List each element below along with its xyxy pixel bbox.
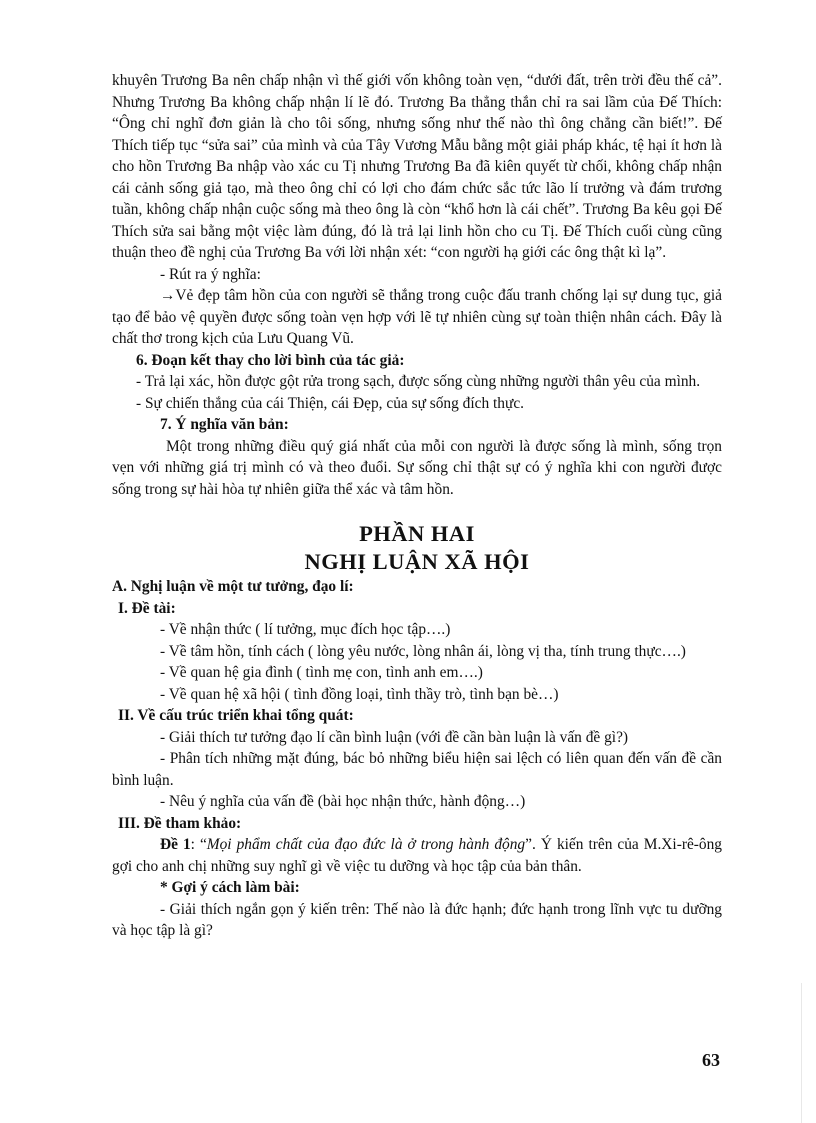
topic-item: - Về quan hệ xã hội ( tình đồng loại, tình thầy trò, tình bạn bè…) (160, 685, 559, 703)
hint-paragraph: - Giải thích ngắn gọn ý kiến trên: Thế nào là đức hạnh; đức hạnh trong lĩnh vực tu dưỡng và học tập là gì? (112, 900, 722, 939)
prompt-label: Đề 1 (160, 836, 191, 853)
page-number: 63 (702, 1050, 720, 1070)
section-7-heading: 7. Ý nghĩa văn bản: (160, 416, 289, 433)
part-title: PHẦN HAI (359, 521, 475, 546)
topic-item: - Về nhận thức ( lí tưởng, mục đích học tập….) (160, 621, 451, 638)
reference-heading: III. Đề tham khảo: (118, 814, 242, 832)
topics-heading: I. Đề tài: (118, 599, 176, 617)
structure-item: - Phân tích những mặt đúng, bác bỏ những biểu hiện sai lệch có liên quan đến vấn đề cần bình luận. (112, 750, 722, 789)
section-a-heading: A. Nghị luận về một tư tưởng, đạo lí: (112, 578, 354, 595)
section-6-item: - Sự chiến thắng của cái Thiện, cái Đẹp, của sự sống đích thực. (136, 394, 525, 412)
prompt-rest: ”. Ý kiến trên của M.Xi-rê-ông gợi cho anh chị những suy nghĩ gì về việc tu dưỡng và học tập của bản thân. (112, 836, 722, 875)
prompt-lead: : “ (190, 836, 207, 853)
topic-item: - Về tâm hồn, tính cách ( lòng yêu nước, lòng nhân ái, lòng vị tha, tính trung thực….) (160, 642, 686, 660)
page-body (112, 70, 722, 942)
part-subtitle: NGHỊ LUẬN XÃ HỘI (304, 549, 530, 574)
continuation-paragraph: khuyên Trương Ba nên chấp nhận vì thế giới vốn không toàn vẹn, “dưới đất, trên trời đều thế cả”. Nhưng Trương Ba không chấp nhận lí lẽ đó. Trương Ba thẳng thắn chỉ ra sai lầm của Đế Thích: “Ông chỉ nghĩ đơn giản là cho tôi sống, nhưng sống như thế nào thì ông chẳng cần biết!”. Đế Thích tiếp tục “sửa sai” của mình và của Tây Vương Mẫu bằng một giải pháp khác, tệ hại ít hơn là cho hồn Trương Ba nhập vào xác cu Tị nhưng Trương Ba đã kiên quyết từ chối, không chấp nhận cái cảnh sống giả tạo, mà theo ông chỉ có lợi cho đám chức sắc tức lão lí trưởng và đám trương tuần, không chấp nhận cuộc sống mà theo ông là còn “khổ hơn là cái chết”. Trương Ba kêu gọi Đế Thích sửa sai bằng một việc làm đúng, đó là trả lại linh hồn cho cu Tị. Đế Thích cuối cùng cũng thuận theo đề nghị của Trương Ba với lời nhận xét: “con người hạ giới các ông thật kì lạ”. (112, 72, 722, 261)
prompt-quote: Mọi phẩm chất của đạo đức là ở trong hành động (206, 836, 526, 853)
reference-prompt (112, 834, 722, 877)
meaning-paragraph: →Vẻ đẹp tâm hồn của con người sẽ thắng trong cuộc đấu tranh chống lại sự dung tục, giả tạo để bảo vệ quyền được sống toàn vẹn hợp với lẽ tự nhiên cùng sự toàn thiện nhân cách. Đây là chất thơ trong kịch của Lưu Quang Vũ. (112, 287, 722, 347)
topic-item: - Về quan hệ gia đình ( tình mẹ con, tình anh em….) (160, 664, 483, 681)
section-6-item: - Trả lại xác, hồn được gột rửa trong sạch, được sống cùng những người thân yêu của mình. (136, 373, 701, 390)
section-7-paragraph: Một trong những điều quý giá nhất của mỗi con người là được sống là mình, sống trọn vẹn với những giá trị mình có và theo đuổi. Sự sống chỉ thật sự có ý nghĩa khi con người được sống trong sự hài hòa tự nhiên giữa thể xác và tâm hồn. (112, 437, 722, 498)
section-6-heading: 6. Đoạn kết thay cho lời bình của tác giả: (136, 351, 405, 369)
meaning-label: - Rút ra ý nghĩa: (160, 265, 261, 283)
structure-heading: II. Về cấu trúc triển khai tổng quát: (118, 707, 354, 724)
structure-item: - Nêu ý nghĩa của vấn đề (bài học nhận thức, hành động…) (160, 793, 526, 810)
page-edge-divider (801, 983, 802, 1123)
hint-heading: * Gợi ý cách làm bài: (160, 879, 300, 896)
spacer (112, 500, 722, 520)
structure-item: - Giải thích tư tưởng đạo lí cần bình luận (với đề cần bàn luận là vấn đề gì?) (160, 728, 629, 746)
